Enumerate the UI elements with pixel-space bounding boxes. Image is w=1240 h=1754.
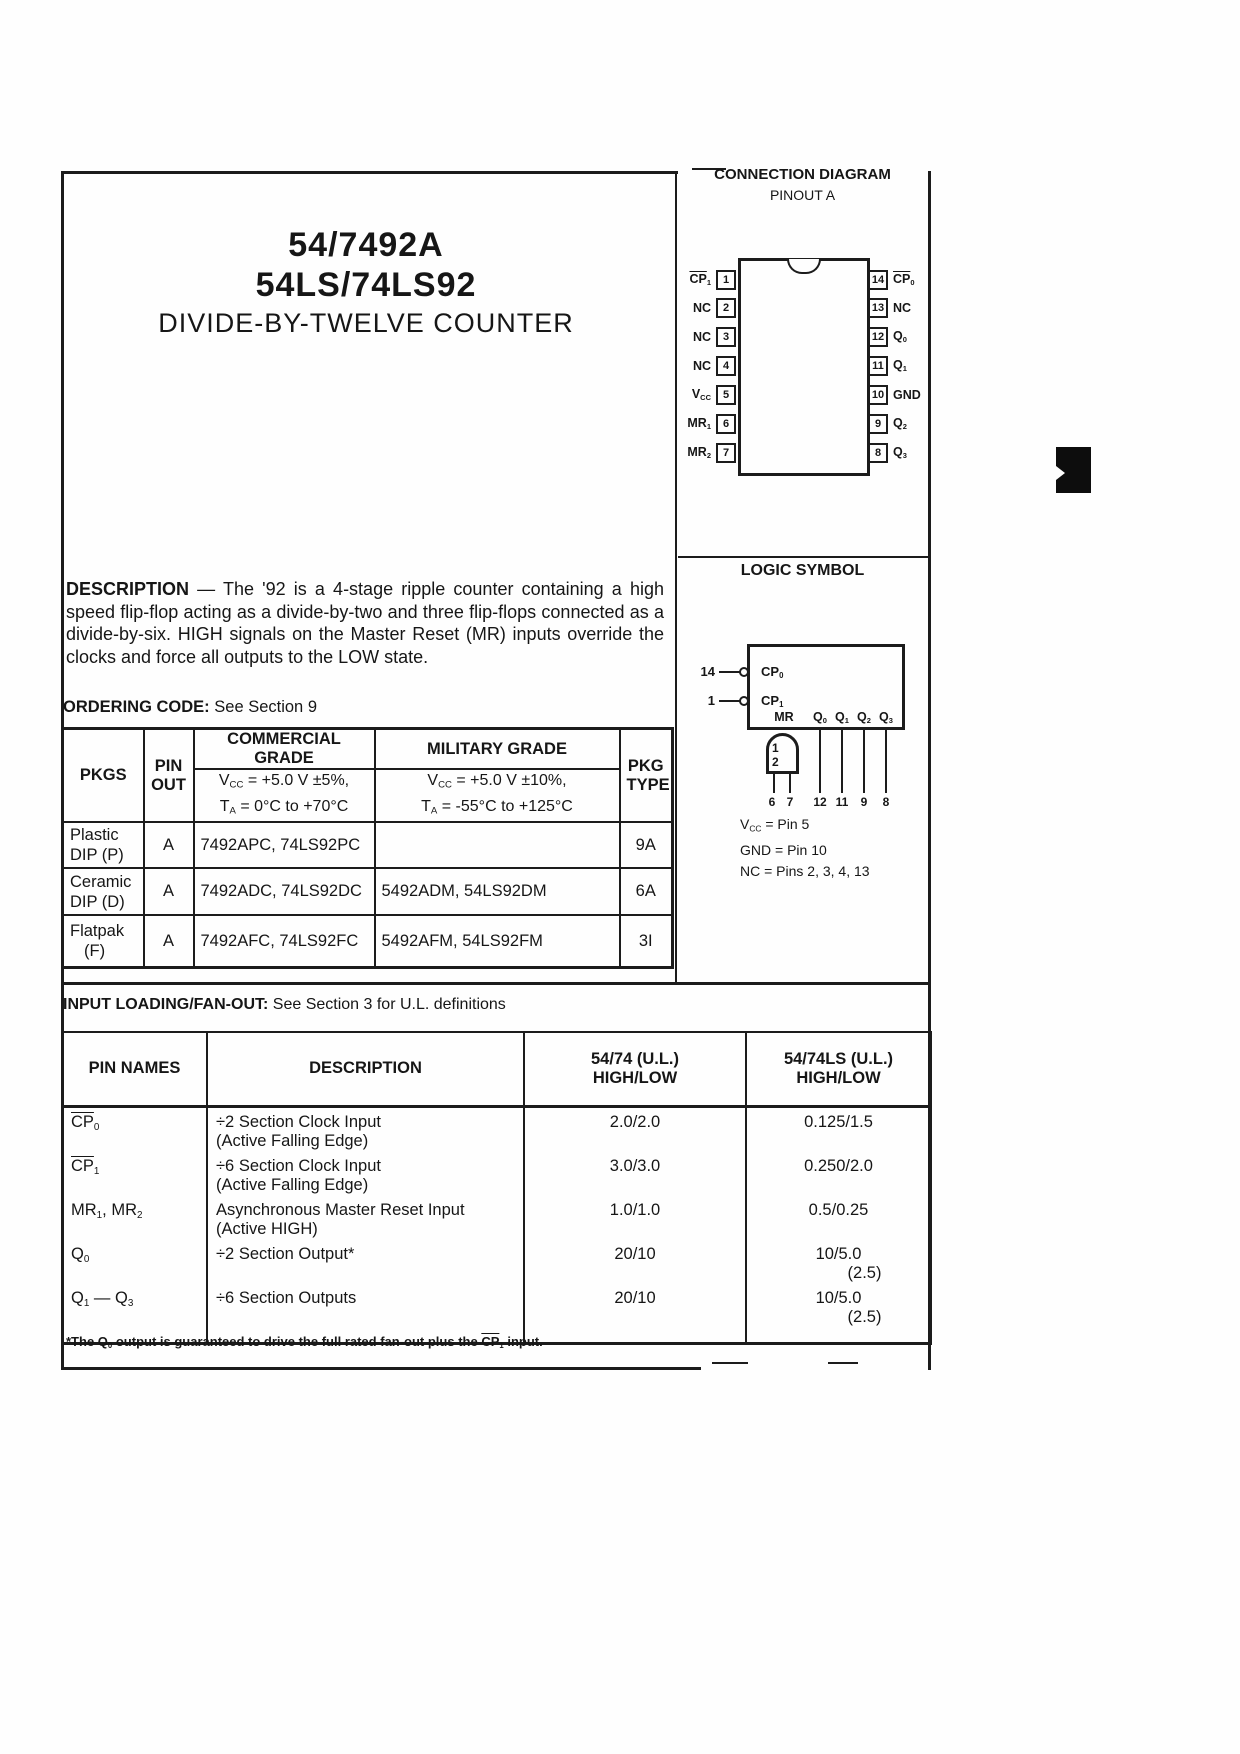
col-header-commercial: COMMERCIAL GRADE <box>194 729 375 770</box>
pin-number-box: 9 <box>868 414 888 434</box>
military-conditions: $V_{CC} = +5.0$ V ±10%, $T_A = -55^\circ C$ to +125°C <box>375 769 620 822</box>
pkg-type-cell: 3I <box>620 915 673 967</box>
fanout-table <box>61 1031 932 1345</box>
col-header-5474ls: 54/74LS (U.L.) HIGH/LOW <box>746 1032 931 1106</box>
pin-row-5 <box>638 385 736 405</box>
q2-label: $Q_2$ <box>857 710 871 726</box>
description-cell: ÷2 Section Clock Input (Active Falling Edge) <box>207 1106 524 1152</box>
q1-label: $Q_1$ <box>835 710 849 726</box>
package-cell: Plastic DIP (P) <box>63 822 144 868</box>
ordering-code-heading: ORDERING CODE: See Section 9 <box>63 698 317 716</box>
q3-label: $Q_3$ <box>879 710 893 726</box>
vcc-note: $V_{CC}$ = Pin 5 <box>740 816 810 834</box>
col-header-5474: 54/74 (U.L.) HIGH/LOW <box>524 1032 746 1106</box>
pin-row-13 <box>868 298 911 318</box>
pin-number-box: 2 <box>716 298 736 318</box>
pin-label: $MR_2$ <box>687 445 711 461</box>
pin-row-12 <box>868 327 907 347</box>
cp0-input-label: $CP_0$ <box>761 664 784 681</box>
pin-row-2 <box>638 298 736 318</box>
pin-row-7 <box>638 443 736 463</box>
section-divider-line <box>61 982 930 985</box>
col-header-pin-names: PIN NAMES <box>62 1032 207 1106</box>
pin-row-3 <box>638 327 736 347</box>
pin-row-6 <box>638 414 736 434</box>
description-cell: ÷2 Section Output* <box>207 1240 524 1284</box>
col-header-pkgs: PKGS <box>63 729 144 823</box>
pin-label: $Q_1$ <box>893 358 907 374</box>
connection-diagram-subtitle: PINOUT A <box>769 187 836 203</box>
ul-5474ls-cell: 10/5.0 (2.5) <box>746 1284 931 1344</box>
pin-number-box: 14 <box>868 270 888 290</box>
pinout-cell: A <box>144 868 194 915</box>
fanout-row-mr <box>62 1196 931 1240</box>
pin-assignment-notes <box>740 814 870 883</box>
pkg-type-cell: 6A <box>620 868 673 915</box>
pin-row-4 <box>638 356 736 376</box>
ordering-row-ceramic <box>63 868 673 915</box>
logic-pin-9: 9 <box>860 795 868 809</box>
ordering-row-flatpak <box>63 915 673 967</box>
ic-notch <box>787 259 821 274</box>
output-lead-line <box>841 729 843 793</box>
top-border-line <box>61 171 678 174</box>
ul-5474-cell: 2.0/2.0 <box>524 1106 746 1152</box>
ordering-table <box>61 727 674 969</box>
logic-input-pin-1: 1 <box>707 693 715 708</box>
logic-symbol-title: LOGIC SYMBOL <box>740 562 865 579</box>
pin-label: GND <box>893 388 921 402</box>
commercial-conditions: $V_{CC} = +5.0$ V ±5%, $T_A = 0^\circ C$ to +70°C <box>194 769 375 822</box>
section-index-tab <box>1056 447 1091 493</box>
pin-row-9 <box>868 414 907 434</box>
pkg-type-cell: 9A <box>620 822 673 868</box>
bottom-border-dash <box>712 1362 748 1364</box>
pin-label: $Q_2$ <box>893 416 907 432</box>
nc-note: NC = Pins 2, 3, 4, 13 <box>740 863 870 880</box>
logic-pin-11: 11 <box>835 795 849 809</box>
col-header-description: DESCRIPTION <box>207 1032 524 1106</box>
fanout-row-q0 <box>62 1240 931 1284</box>
pin-label: $\overline{CP}_1$ <box>689 272 711 288</box>
pin-number-box: 4 <box>716 356 736 376</box>
col-header-pinout: PIN OUT <box>144 729 194 823</box>
ul-5474ls-cell: 10/5.0 (2.5) <box>746 1240 931 1284</box>
pin-row-1 <box>638 270 736 290</box>
pin-label: $V_{CC}$ <box>691 387 711 403</box>
logic-pin-12: 12 <box>813 795 827 809</box>
connection-diagram-title: CONNECTION DIAGRAM <box>714 166 891 183</box>
and-gate: 1 2 <box>766 733 799 774</box>
commercial-cell: 7492AFC, 74LS92FC <box>194 915 375 967</box>
military-cell <box>375 822 620 868</box>
logic-pin-7: 7 <box>786 795 794 809</box>
ul-5474-cell: 1.0/1.0 <box>524 1196 746 1240</box>
commercial-cell: 7492ADC, 74LS92DC <box>194 868 375 915</box>
pin-number-box: 7 <box>716 443 736 463</box>
logic-pin-8: 8 <box>882 795 890 809</box>
bottom-border-dash <box>828 1362 858 1364</box>
pin-label: $MR_1$ <box>687 416 711 432</box>
pinout-cell: A <box>144 822 194 868</box>
output-lead-line <box>885 729 887 793</box>
fanout-heading: INPUT LOADING/FAN-OUT: See Section 3 for U.L. definitions <box>63 996 506 1013</box>
pin-number-box: 13 <box>868 298 888 318</box>
pinout-cell: A <box>144 915 194 967</box>
inversion-bubble <box>739 667 749 677</box>
description-cell: ÷6 Section Clock Input (Active Falling Edge) <box>207 1152 524 1196</box>
fanout-row-cp0 <box>62 1106 931 1152</box>
gate-lead-line <box>773 774 775 793</box>
package-cell: Flatpak (F) <box>63 915 144 967</box>
fanout-row-cp1 <box>62 1152 931 1196</box>
part-number-title-ls: 54LS/74LS92 <box>255 266 477 304</box>
pin-number-box: 1 <box>716 270 736 290</box>
pin-row-8 <box>868 443 907 463</box>
description-cell: ÷6 Section Outputs <box>207 1284 524 1344</box>
cp1-input-label: $CP_1$ <box>761 693 784 710</box>
pin-label: $\overline{CP}_0$ <box>893 272 915 288</box>
output-lead-line <box>863 729 865 793</box>
pin-label: $Q_3$ <box>893 445 907 461</box>
pin-number-box: 12 <box>868 327 888 347</box>
logic-symbol-divider-line <box>678 556 928 558</box>
pin-number-box: 6 <box>716 414 736 434</box>
ordering-row-plastic <box>63 822 673 868</box>
col-header-military: MILITARY GRADE <box>375 729 620 770</box>
page-subtitle: DIVIDE-BY-TWELVE COUNTER <box>158 308 574 338</box>
pin-number-box: 8 <box>868 443 888 463</box>
pin-label: NC <box>692 330 711 344</box>
ic-package-outline <box>738 258 870 476</box>
pin-number-box: 3 <box>716 327 736 347</box>
description-body: The '92 is a 4-stage ripple counter containing a high speed flip-flop acting as a divide-by-two and three flip-flops connected as a divide-by-six. HIGH signals on the Master Reset (MR) inputs override the clocks and force all outputs to the LOW state. <box>66 579 664 667</box>
ul-5474-cell: 20/10 <box>524 1284 746 1344</box>
part-number-title: 54/7492A <box>288 226 444 264</box>
pin-name-cell: $\overline{CP}_1$ <box>62 1152 207 1196</box>
military-cell: 5492AFM, 54LS92FM <box>375 915 620 967</box>
pin-label: NC <box>893 301 912 315</box>
pin-number-box: 5 <box>716 385 736 405</box>
package-cell: Ceramic DIP (D) <box>63 868 144 915</box>
description-cell: Asynchronous Master Reset Input (Active HIGH) <box>207 1196 524 1240</box>
ul-5474-cell: 3.0/3.0 <box>524 1152 746 1196</box>
pin-name-cell: $\overline{CP}_0$ <box>62 1106 207 1152</box>
pin-name-cell: $MR_1$, $MR_2$ <box>62 1196 207 1240</box>
output-lead-line <box>819 729 821 793</box>
pin-name-cell: $Q_1$ — $Q_3$ <box>62 1284 207 1344</box>
pin-row-11 <box>868 356 907 376</box>
commercial-cell: 7492APC, 74LS92PC <box>194 822 375 868</box>
ul-5474ls-cell: 0.250/2.0 <box>746 1152 931 1196</box>
footnote: *The $Q_0$ output is guaranteed to drive the full rated fan-out plus the $\overline{CP}_1$ input. <box>66 1334 543 1351</box>
pin-number-box: 10 <box>868 385 888 405</box>
pin-label: NC <box>692 359 711 373</box>
description-paragraph: DESCRIPTION — The '92 is a 4-stage ripple counter containing a high speed flip-flop acting as a divide-by-two and three flip-flops connected as a divide-by-six. HIGH signals on the Master Reset (MR) inputs override the clocks and force all outputs to the LOW state. <box>66 579 664 667</box>
q0-label: $Q_0$ <box>813 710 827 726</box>
bottom-border-line <box>61 1367 701 1370</box>
pin-label: NC <box>692 301 711 315</box>
pin-label: $Q_0$ <box>893 329 907 345</box>
col-header-pkg-type: PKG TYPE <box>620 729 673 823</box>
ul-5474ls-cell: 0.5/0.25 <box>746 1196 931 1240</box>
ul-5474-cell: 20/10 <box>524 1240 746 1284</box>
ul-5474ls-cell: 0.125/1.5 <box>746 1106 931 1152</box>
military-cell: 5492ADM, 54LS92DM <box>375 868 620 915</box>
logic-pin-6: 6 <box>768 795 776 809</box>
inversion-bubble <box>739 696 749 706</box>
section-tab-marker-icon <box>1056 466 1065 480</box>
pin-number-box: 11 <box>868 356 888 376</box>
logic-input-pin-14: 14 <box>700 664 715 679</box>
mr-label: MR <box>774 710 794 724</box>
gnd-note: GND = Pin 10 <box>740 841 827 858</box>
gate-lead-line <box>789 774 791 793</box>
pin-row-14 <box>868 270 915 290</box>
description-heading: DESCRIPTION <box>66 579 190 599</box>
pin-row-10 <box>868 385 921 405</box>
pin-name-cell: $Q_0$ <box>62 1240 207 1284</box>
